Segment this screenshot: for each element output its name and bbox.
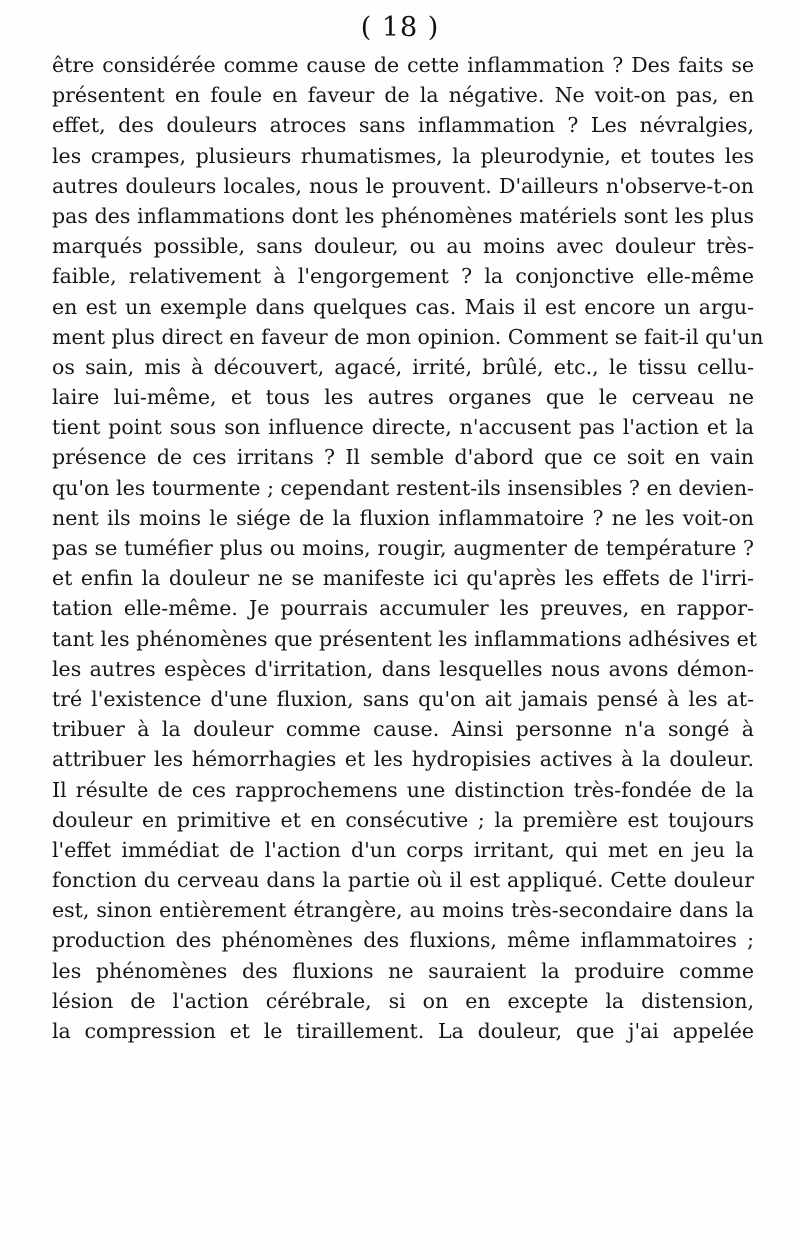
text-line: autres douleurs locales, nous le prouvent. D'ailleurs n'observe-t-on: [52, 173, 754, 198]
text-line: marqués possible, sans douleur, ou au moins avec douleur très-: [52, 234, 754, 259]
text-line: les autres espèces d'irritation, dans lesquelles nous avons démon-: [52, 656, 754, 681]
text-line: tation elle-même. Je pourrais accumuler les preuves, en rappor-: [52, 596, 754, 621]
text-line: tré l'existence d'une fluxion, sans qu'on ait jamais pensé à les at-: [52, 686, 754, 711]
text-line: tient point sous son influence directe, n'accusent pas l'action et la: [52, 415, 754, 440]
body-text: [52, 50, 764, 1046]
text-line: les phénomènes des fluxions ne sauraient la produire comme: [52, 958, 754, 983]
text-line: faible, relativement à l'engorgement ? la conjonctive elle-même: [52, 264, 754, 289]
text-line: os sain, mis à découvert, agacé, irrité, brûlé, etc., le tissu cellu-: [52, 354, 754, 379]
text-line: présence de ces irritans ? Il semble d'abord que ce soit en vain: [52, 445, 754, 470]
text-line: douleur en primitive et en consécutive ; la première est toujours: [52, 807, 754, 832]
text-line: tant les phénomènes que présentent les inflammations adhésives et: [52, 626, 758, 651]
text-line: la compression et le tiraillement. La douleur, que j'ai appelée: [52, 1019, 754, 1043]
text-line: être considérée comme cause de cette inflammation ? Des faits se: [52, 53, 754, 77]
text-line: présentent en foule en faveur de la négative. Ne voit-on pas, en: [52, 83, 754, 108]
text-line: tribuer à la douleur comme cause. Ainsi personne n'a songé à: [52, 717, 754, 742]
text-line: nent ils moins le siége de la fluxion inflammatoire ? ne les voit-on: [52, 505, 754, 530]
text-line: l'effet immédiat de l'action d'un corps irritant, qui met en jeu la: [52, 837, 754, 862]
text-line: Il résulte de ces rapprochemens une distinction très-fondée de la: [52, 777, 754, 802]
text-line: et enfin la douleur ne se manifeste ici qu'après les effets de l'irri-: [52, 566, 754, 591]
text-line: production des phénomènes des fluxions, même inflammatoires ;: [52, 928, 754, 953]
text-line: qu'on les tourmente ; cependant restent-ils insensibles ? en devien-: [52, 475, 754, 500]
text-line: fonction du cerveau dans la partie où il est appliqué. Cette douleur: [52, 868, 754, 893]
text-line: attribuer les hémorrhagies et les hydropisies actives à la douleur.: [52, 747, 754, 772]
text-line: les crampes, plusieurs rhumatismes, la pleurodynie, et toutes les: [52, 143, 754, 168]
text-line: en est un exemple dans quelques cas. Mais il est encore un argu-: [52, 294, 754, 319]
page-number: ( 18 ): [360, 12, 440, 43]
text-line: pas des inflammations dont les phénomènes matériels sont les plus: [52, 203, 754, 228]
text-line: pas se tuméfier plus ou moins, rougir, augmenter de température ?: [52, 536, 754, 560]
text-line: lésion de l'action cérébrale, si on en excepte la distension,: [52, 988, 754, 1013]
text-line: laire lui-même, et tous les autres organes que le cerveau ne: [52, 385, 754, 410]
text-line: effet, des douleurs atroces sans inflammation ? Les névralgies,: [52, 113, 754, 138]
text-line: est, sinon entièrement étrangère, au moins très-secondaire dans la: [52, 898, 754, 923]
text-line: ment plus direct en faveur de mon opinion. Comment se fait-il qu'un: [52, 324, 764, 349]
